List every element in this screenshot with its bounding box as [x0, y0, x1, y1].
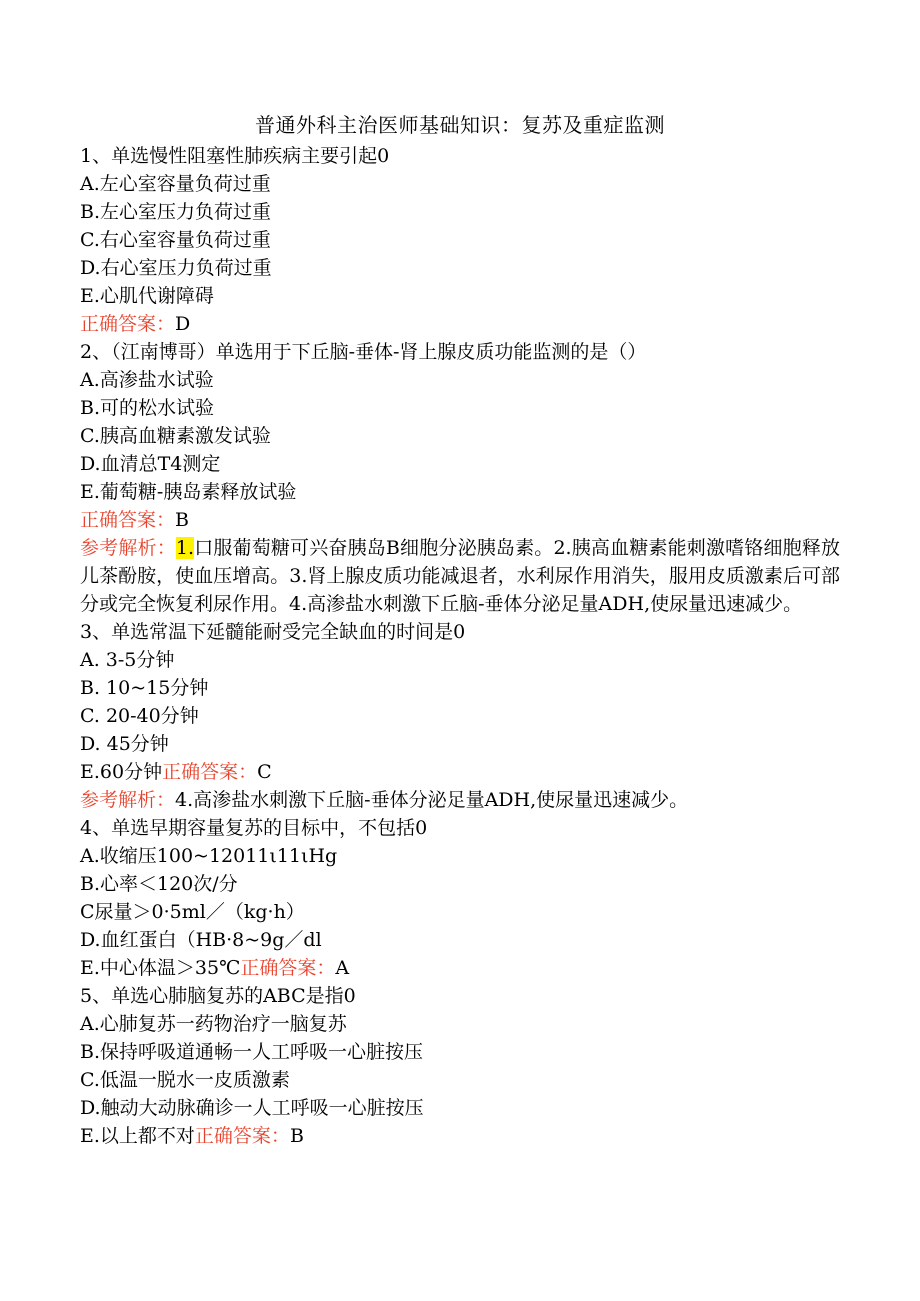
q4-option-a: A.收缩压100~12011ι11ιHg	[80, 845, 338, 867]
q1-answer	[80, 310, 840, 338]
answer-label: 正确答案：	[80, 313, 176, 335]
q2-option-a: A.高渗盐水试验	[80, 369, 214, 391]
q5-option-b: B.保持呼吸道通畅一人工呼吸一心脏按压	[80, 1041, 424, 1063]
question-4: 4、单选早期容量复苏的目标中，不包括0	[80, 817, 428, 839]
q5-option-e: E.以上都不对	[80, 1125, 195, 1147]
question-1: 1、单选慢性阻塞性肺疾病主要引起0	[80, 145, 390, 167]
q2-option-b: B.可的松水试验	[80, 397, 215, 419]
q5-option-c: C.低温一脱水一皮质激素	[80, 1069, 290, 1091]
q1-option-d: D.右心室压力负荷过重	[80, 257, 272, 279]
question-2: 2、（江南博哥）单选用于下丘脑-垂体-肾上腺皮质功能监测的是（）	[80, 341, 647, 363]
answer-label: 正确答案：	[194, 1125, 290, 1147]
q4-option-e: E.中心体温＞35℃	[80, 957, 241, 979]
analysis-text: 4.高渗盐水刺激下丘脑-垂体分泌足量ADH,使尿量迅速减少。	[175, 789, 689, 811]
q2-option-e: E.葡萄糖-胰岛素释放试验	[80, 481, 297, 503]
question-3: 3、单选常温下延髓能耐受完全缺血的时间是0	[80, 621, 466, 643]
q3-option-c: C. 20-40分钟	[80, 705, 199, 727]
q2-option-d: D.血清总T4测定	[80, 453, 221, 475]
q5-option-e-answer	[80, 1122, 840, 1150]
q3-option-b: B. 10~15分钟	[80, 677, 209, 699]
analysis-label: 参考解析：	[80, 789, 176, 811]
analysis-label: 参考解析：	[80, 537, 176, 559]
q5-option-d: D.触动大动脉确诊一人工呼吸一心脏按压	[80, 1097, 424, 1119]
answer-value: B	[175, 509, 189, 531]
q2-analysis	[80, 534, 840, 618]
q2-option-c: C.胰高血糖素激发试验	[80, 425, 271, 447]
answer-value: A	[335, 957, 350, 979]
q1-option-c: C.右心室容量负荷过重	[80, 229, 271, 251]
q1-option-b: B.左心室压力负荷过重	[80, 201, 272, 223]
q1-option-a: A.左心室容量负荷过重	[80, 173, 271, 195]
question-5: 5、单选心肺脑复苏的ABC是指0	[80, 985, 356, 1007]
answer-label: 正确答案：	[162, 761, 258, 783]
q2-answer	[80, 506, 840, 534]
q4-option-c: C尿量＞0·5ml／（kg·h）	[80, 901, 305, 923]
q3-option-a: A. 3-5分钟	[80, 649, 175, 671]
analysis-text: 口服葡萄糖可兴奋胰岛B细胞分泌胰岛素。2.胰高血糖素能刺激嗜铬细胞释放儿茶酚胺，使血压增高。3.肾上腺皮质功能减退者，水利尿作用消失，服用皮质激素后可部分或完全恢复利尿作用。4.高渗盐水刺激下丘脑-垂体分泌足量ADH,使尿量迅速减少。	[80, 537, 840, 615]
q3-option-e-answer	[80, 758, 840, 786]
q4-option-e-answer	[80, 954, 840, 982]
q1-option-e: E.心肌代谢障碍	[80, 285, 214, 307]
answer-label: 正确答案：	[240, 957, 336, 979]
answer-value: D	[175, 313, 191, 335]
analysis-highlight: 1.	[175, 537, 195, 559]
answer-label: 正确答案：	[80, 509, 176, 531]
document-title: 普通外科主治医师基础知识：复苏及重症监测	[255, 113, 665, 137]
q5-option-a: A.心肺复苏一药物治疗一脑复苏	[80, 1013, 347, 1035]
q4-option-b: B.心率＜120次/分	[80, 873, 238, 895]
q3-option-d: D. 45分钟	[80, 733, 169, 755]
document-page	[80, 108, 840, 1150]
answer-value: C	[257, 761, 272, 783]
q3-analysis	[80, 786, 840, 814]
q4-option-d: D.血红蛋白（HB·8~9g／dl	[80, 929, 322, 951]
q3-option-e: E.60分钟	[80, 761, 163, 783]
answer-value: B	[289, 1125, 304, 1147]
